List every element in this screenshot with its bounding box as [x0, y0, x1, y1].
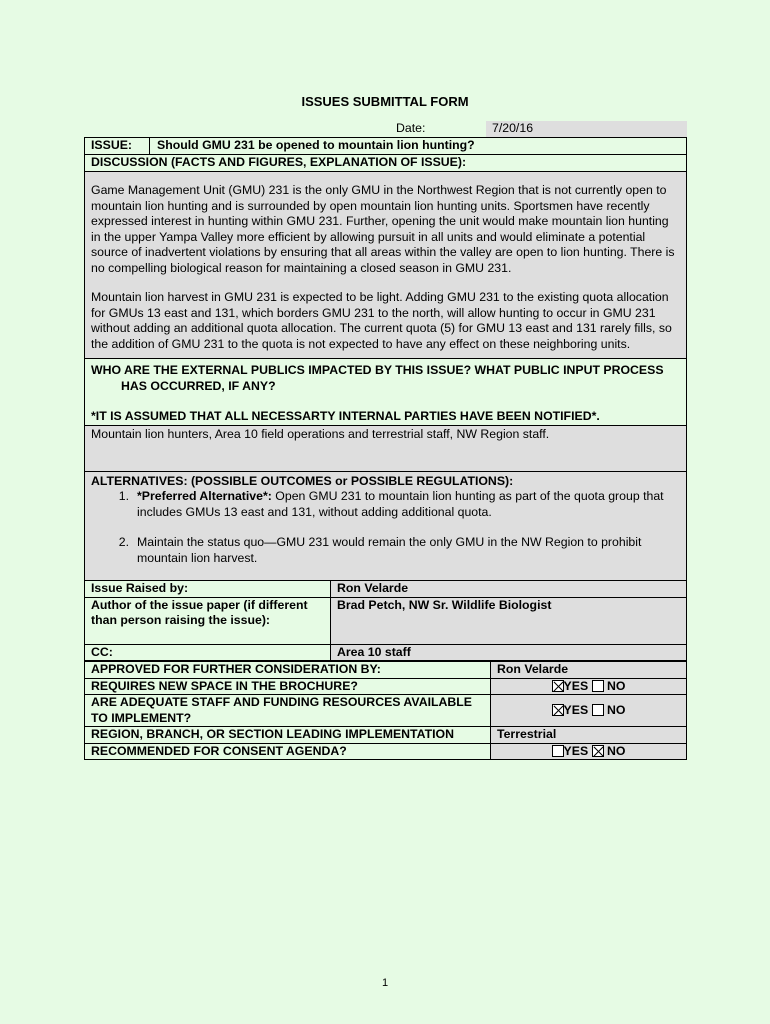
- alternative-text: Open GMU 231 to mountain lion hunting as part of the quota group that includes GMUs 13 east and 131, without adding additional quota.: [137, 489, 664, 519]
- table-row: [85, 678, 687, 695]
- approved-value: Ron Velarde: [491, 662, 687, 679]
- issue-row: [84, 137, 687, 154]
- publics-note: *IT IS ASSUMED THAT ALL NECESSARTY INTERNAL PARTIES HAVE BEEN NOTIFIED*.: [91, 409, 600, 423]
- issue-raised-label: Issue Raised by:: [85, 581, 331, 598]
- alternative-number: 2.: [118, 535, 129, 549]
- author-value: Brad Petch, NW Sr. Wildlife Biologist: [331, 597, 687, 644]
- signature-table: [84, 580, 687, 661]
- publics-section: [84, 358, 687, 425]
- brochure-yes-checkbox-checked[interactable]: [552, 680, 564, 692]
- issue-raised-value: Ron Velarde: [331, 581, 687, 598]
- table-row: [85, 597, 687, 644]
- publics-question-line2: HAS OCCURRED, IF ANY?: [121, 378, 276, 393]
- alternative-lead: *Preferred Alternative*:: [137, 489, 272, 503]
- consent-yes-checkbox[interactable]: [552, 745, 564, 757]
- yes-label: YES: [563, 743, 589, 758]
- alternative-number: 1.: [118, 489, 129, 503]
- alternatives-section: [84, 471, 687, 581]
- table-row: [85, 727, 687, 744]
- yes-label: YES: [563, 702, 589, 717]
- alternative-text: Maintain the status quo—GMU 231 would remain the only GMU in the NW Region to prohibit mountain lion harvest.: [137, 535, 642, 565]
- issue-text: Should GMU 231 be opened to mountain lion hunting?: [157, 138, 475, 152]
- brochure-no-checkbox[interactable]: [592, 680, 604, 692]
- cc-label: CC:: [85, 644, 331, 661]
- no-label: NO: [607, 743, 626, 758]
- no-label: NO: [607, 678, 626, 693]
- table-row: [85, 581, 687, 598]
- page-title: ISSUES SUBMITTAL FORM: [301, 94, 469, 109]
- table-row: [85, 662, 687, 679]
- cc-value: Area 10 staff: [331, 644, 687, 661]
- date-row: [84, 121, 687, 137]
- discussion-paragraph: Game Management Unit (GMU) 231 is the only GMU in the Northwest Region that is not currently open to mountain lion hunting and is surrounded by open mountain lion hunting units. Sportsmen have recently expressed interest in hunting within GMU 231. Further, opening the unit would make mountain lion hunting in the upper Yampa Valley more efficient by allowing pursuit in all units and would eliminate a potential source of inadvertent violations by ensuring that all areas within the valley are open to lion hunting. There is no compelling biological reason for maintaining a closed season in GMU 231.: [91, 183, 675, 275]
- alternative-item: [91, 535, 680, 566]
- approval-table: [84, 661, 687, 760]
- page-number: 1: [381, 977, 389, 989]
- table-row: [85, 695, 687, 727]
- approved-label: APPROVED FOR FURTHER CONSIDERATION BY:: [85, 662, 491, 679]
- publics-answer: Mountain lion hunters, Area 10 field operations and terrestrial staff, NW Region staff.: [84, 425, 687, 471]
- alternatives-heading: ALTERNATIVES: (POSSIBLE OUTCOMES or POSSIBLE REGULATIONS):: [91, 473, 514, 488]
- consent-no-checkbox-checked[interactable]: [592, 745, 604, 757]
- publics-question-line1: WHO ARE THE EXTERNAL PUBLICS IMPACTED BY THIS ISSUE? WHAT PUBLIC INPUT PROCESS: [91, 363, 664, 377]
- brochure-label: REQUIRES NEW SPACE IN THE BROCHURE?: [85, 678, 491, 695]
- brochure-options: [491, 678, 687, 695]
- author-label: Author of the issue paper (if different than person raising the issue):: [85, 597, 331, 644]
- consent-options: [491, 743, 687, 760]
- no-label: NO: [607, 702, 626, 717]
- discussion-heading: DISCUSSION (FACTS AND FIGURES, EXPLANATION OF ISSUE):: [84, 154, 687, 171]
- staff-no-checkbox[interactable]: [592, 704, 604, 716]
- staff-yes-checkbox-checked[interactable]: [552, 704, 564, 716]
- table-row: [85, 644, 687, 661]
- alternative-item: [91, 489, 680, 520]
- date-value: 7/20/16: [486, 121, 687, 137]
- publics-question: [91, 363, 680, 394]
- staff-options: [491, 695, 687, 727]
- region-value: Terrestrial: [491, 727, 687, 744]
- issue-label: ISSUE:: [85, 138, 150, 154]
- staff-label: ARE ADEQUATE STAFF AND FUNDING RESOURCES AVAILABLE TO IMPLEMENT?: [85, 695, 491, 727]
- date-label: Date:: [396, 121, 426, 135]
- region-label: REGION, BRANCH, OR SECTION LEADING IMPLEMENTATION: [85, 727, 491, 744]
- yes-label: YES: [563, 678, 589, 693]
- table-row: [85, 743, 687, 760]
- consent-label: RECOMMENDED FOR CONSENT AGENDA?: [85, 743, 491, 760]
- discussion-body: [84, 171, 687, 358]
- issues-form: [84, 121, 687, 760]
- discussion-paragraph: Mountain lion harvest in GMU 231 is expected to be light. Adding GMU 231 to the existing quota allocation for GMUs 13 east and 131, which borders GMU 231 to the north, will allow hunting to occur in GMU 231 without adding an additional quota allocation. The current quota (5) for GMU 13 east and 131 rarely fills, so the addition of GMU 231 to the quota is not expected to have any effect on these neighboring units.: [91, 290, 672, 351]
